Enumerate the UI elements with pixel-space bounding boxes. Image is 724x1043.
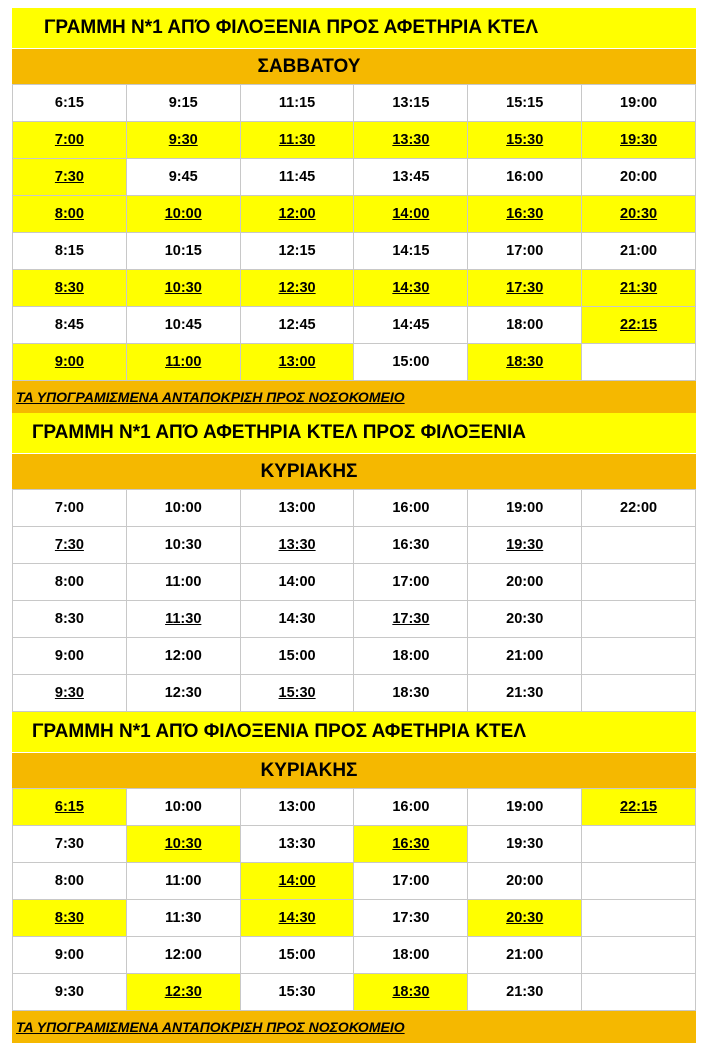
time-cell [582, 601, 696, 638]
time-cell: 22:15 [582, 789, 696, 826]
table-row [13, 564, 696, 601]
time-cell: 13:00 [240, 344, 354, 381]
time-cell: 10:45 [126, 307, 240, 344]
time-cell: 12:30 [126, 974, 240, 1011]
time-cell: 10:00 [126, 490, 240, 527]
time-cell: 19:30 [582, 122, 696, 159]
time-cell: 9:15 [126, 85, 240, 122]
time-cell: 11:00 [126, 564, 240, 601]
time-cell: 14:15 [354, 233, 468, 270]
time-cell: 21:30 [468, 974, 582, 1011]
table-row [13, 196, 696, 233]
time-cell: 17:30 [354, 900, 468, 937]
time-cell: 7:00 [13, 122, 127, 159]
time-cell: 11:15 [240, 85, 354, 122]
time-cell: 9:00 [13, 937, 127, 974]
table-row [13, 638, 696, 675]
time-cell: 20:00 [468, 863, 582, 900]
time-cell: 8:15 [13, 233, 127, 270]
table-row [13, 601, 696, 638]
time-cell [582, 863, 696, 900]
time-cell: 16:00 [468, 159, 582, 196]
time-cell: 21:30 [468, 675, 582, 712]
time-cell: 11:00 [126, 863, 240, 900]
time-cell: 7:30 [13, 527, 127, 564]
day-header: ΚΥΡΙΑΚΗΣ [12, 453, 696, 489]
time-cell [582, 900, 696, 937]
time-cell: 8:00 [13, 196, 127, 233]
time-cell: 12:45 [240, 307, 354, 344]
time-cell: 18:00 [354, 937, 468, 974]
time-cell: 18:00 [354, 638, 468, 675]
time-cell: 10:15 [126, 233, 240, 270]
time-cell: 12:15 [240, 233, 354, 270]
table-row [13, 159, 696, 196]
time-cell: 22:15 [582, 307, 696, 344]
time-cell: 12:00 [240, 196, 354, 233]
time-cell: 19:00 [468, 490, 582, 527]
time-cell: 6:15 [13, 789, 127, 826]
time-cell: 12:30 [126, 675, 240, 712]
day-header: ΚΥΡΙΑΚΗΣ [12, 752, 696, 788]
time-cell: 13:00 [240, 490, 354, 527]
time-cell: 10:00 [126, 789, 240, 826]
time-cell: 8:30 [13, 601, 127, 638]
time-cell: 17:00 [354, 863, 468, 900]
time-cell: 10:30 [126, 826, 240, 863]
time-cell: 21:00 [468, 638, 582, 675]
time-cell: 8:30 [13, 900, 127, 937]
time-cell: 20:30 [468, 900, 582, 937]
time-cell [582, 344, 696, 381]
time-cell: 7:30 [13, 826, 127, 863]
time-cell: 13:30 [354, 122, 468, 159]
time-cell: 21:30 [582, 270, 696, 307]
time-cell: 7:30 [13, 159, 127, 196]
table-row [13, 490, 696, 527]
time-cell: 20:30 [582, 196, 696, 233]
time-cell: 11:45 [240, 159, 354, 196]
time-cell: 14:00 [354, 196, 468, 233]
time-cell: 11:30 [126, 601, 240, 638]
time-cell: 7:00 [13, 490, 127, 527]
time-cell: 14:00 [240, 863, 354, 900]
time-cell: 16:30 [354, 527, 468, 564]
time-cell: 9:30 [126, 122, 240, 159]
route-title: ΓΡΑΜΜΗ Ν*1 ΑΠΌ ΦΙΛΟΞΕΝΙΑ ΠΡΟΣ ΑΦΕΤΗΡΙΑ ΚΤΕΛ [12, 712, 696, 752]
time-cell: 14:30 [354, 270, 468, 307]
hospital-connection-note: ΤΑ ΥΠΟΓΡΑΜΙΣΜΕΝΑ ΑΝΤΑΠΟΚΡΙΣΗ ΠΡΟΣ ΝΟΣΟΚΟΜΕΙΟ [12, 381, 696, 413]
time-cell [582, 675, 696, 712]
table-row [13, 675, 696, 712]
time-cell: 18:30 [354, 974, 468, 1011]
table-row [13, 85, 696, 122]
time-cell: 16:30 [354, 826, 468, 863]
time-cell: 21:00 [468, 937, 582, 974]
time-cell: 9:00 [13, 344, 127, 381]
time-cell: 10:30 [126, 270, 240, 307]
route-title: ΓΡΑΜΜΗ Ν*1 ΑΠΌ ΦΙΛΟΞΕΝΙΑ ΠΡΟΣ ΑΦΕΤΗΡΙΑ ΚΤΕΛ [12, 8, 696, 48]
time-cell [582, 937, 696, 974]
time-cell: 17:30 [468, 270, 582, 307]
time-cell: 18:30 [354, 675, 468, 712]
table-row [13, 863, 696, 900]
time-cell: 17:00 [354, 564, 468, 601]
time-cell: 13:30 [240, 527, 354, 564]
time-cell: 9:30 [13, 675, 127, 712]
time-cell: 19:00 [582, 85, 696, 122]
hospital-connection-note: ΤΑ ΥΠΟΓΡΑΜΙΣΜΕΝΑ ΑΝΤΑΠΟΚΡΙΣΗ ΠΡΟΣ ΝΟΣΟΚΟΜΕΙΟ [12, 1011, 696, 1043]
table-row [13, 233, 696, 270]
time-cell: 14:45 [354, 307, 468, 344]
time-cell: 14:30 [240, 900, 354, 937]
table-row [13, 307, 696, 344]
time-cell: 12:30 [240, 270, 354, 307]
time-cell: 8:45 [13, 307, 127, 344]
time-cell [582, 826, 696, 863]
time-cell: 17:00 [468, 233, 582, 270]
table-row [13, 826, 696, 863]
time-cell: 20:00 [468, 564, 582, 601]
time-cell: 15:30 [240, 675, 354, 712]
time-cell: 22:00 [582, 490, 696, 527]
table-row [13, 344, 696, 381]
time-cell: 13:00 [240, 789, 354, 826]
time-cell: 15:30 [468, 122, 582, 159]
table-row [13, 527, 696, 564]
time-cell: 10:00 [126, 196, 240, 233]
time-cell: 15:00 [240, 638, 354, 675]
time-cell [582, 638, 696, 675]
schedule-table [12, 489, 696, 712]
time-cell: 15:00 [240, 937, 354, 974]
time-cell: 13:15 [354, 85, 468, 122]
time-cell: 16:30 [468, 196, 582, 233]
time-cell: 18:30 [468, 344, 582, 381]
time-cell: 16:00 [354, 490, 468, 527]
time-cell: 19:30 [468, 527, 582, 564]
day-header: ΣΑΒΒΑΤΟΥ [12, 48, 696, 84]
time-cell: 17:30 [354, 601, 468, 638]
time-cell: 15:30 [240, 974, 354, 1011]
table-row [13, 270, 696, 307]
time-cell: 15:15 [468, 85, 582, 122]
time-cell: 9:45 [126, 159, 240, 196]
time-cell: 10:30 [126, 527, 240, 564]
time-cell: 12:00 [126, 937, 240, 974]
time-cell: 11:30 [240, 122, 354, 159]
time-cell: 19:00 [468, 789, 582, 826]
time-cell [582, 527, 696, 564]
time-cell: 15:00 [354, 344, 468, 381]
time-cell: 8:00 [13, 863, 127, 900]
time-cell: 21:00 [582, 233, 696, 270]
table-row [13, 122, 696, 159]
time-cell: 11:00 [126, 344, 240, 381]
time-cell: 14:30 [240, 601, 354, 638]
schedule-table [12, 84, 696, 381]
time-cell: 9:00 [13, 638, 127, 675]
time-cell: 20:30 [468, 601, 582, 638]
time-cell: 8:00 [13, 564, 127, 601]
table-row [13, 900, 696, 937]
table-row [13, 789, 696, 826]
time-cell [582, 564, 696, 601]
time-cell: 6:15 [13, 85, 127, 122]
table-row [13, 937, 696, 974]
time-cell: 14:00 [240, 564, 354, 601]
time-cell: 11:30 [126, 900, 240, 937]
time-cell: 19:30 [468, 826, 582, 863]
time-cell: 13:30 [240, 826, 354, 863]
timetable-sheet [12, 8, 696, 1043]
table-row [13, 974, 696, 1011]
time-cell: 13:45 [354, 159, 468, 196]
time-cell: 16:00 [354, 789, 468, 826]
schedule-table [12, 788, 696, 1011]
time-cell [582, 974, 696, 1011]
time-cell: 9:30 [13, 974, 127, 1011]
time-cell: 20:00 [582, 159, 696, 196]
time-cell: 18:00 [468, 307, 582, 344]
route-title: ΓΡΑΜΜΗ Ν*1 ΑΠΌ ΑΦΕΤΗΡΙΑ ΚΤΕΛ ΠΡΟΣ ΦΙΛΟΞΕΝΙΑ [12, 413, 696, 453]
time-cell: 8:30 [13, 270, 127, 307]
time-cell: 12:00 [126, 638, 240, 675]
